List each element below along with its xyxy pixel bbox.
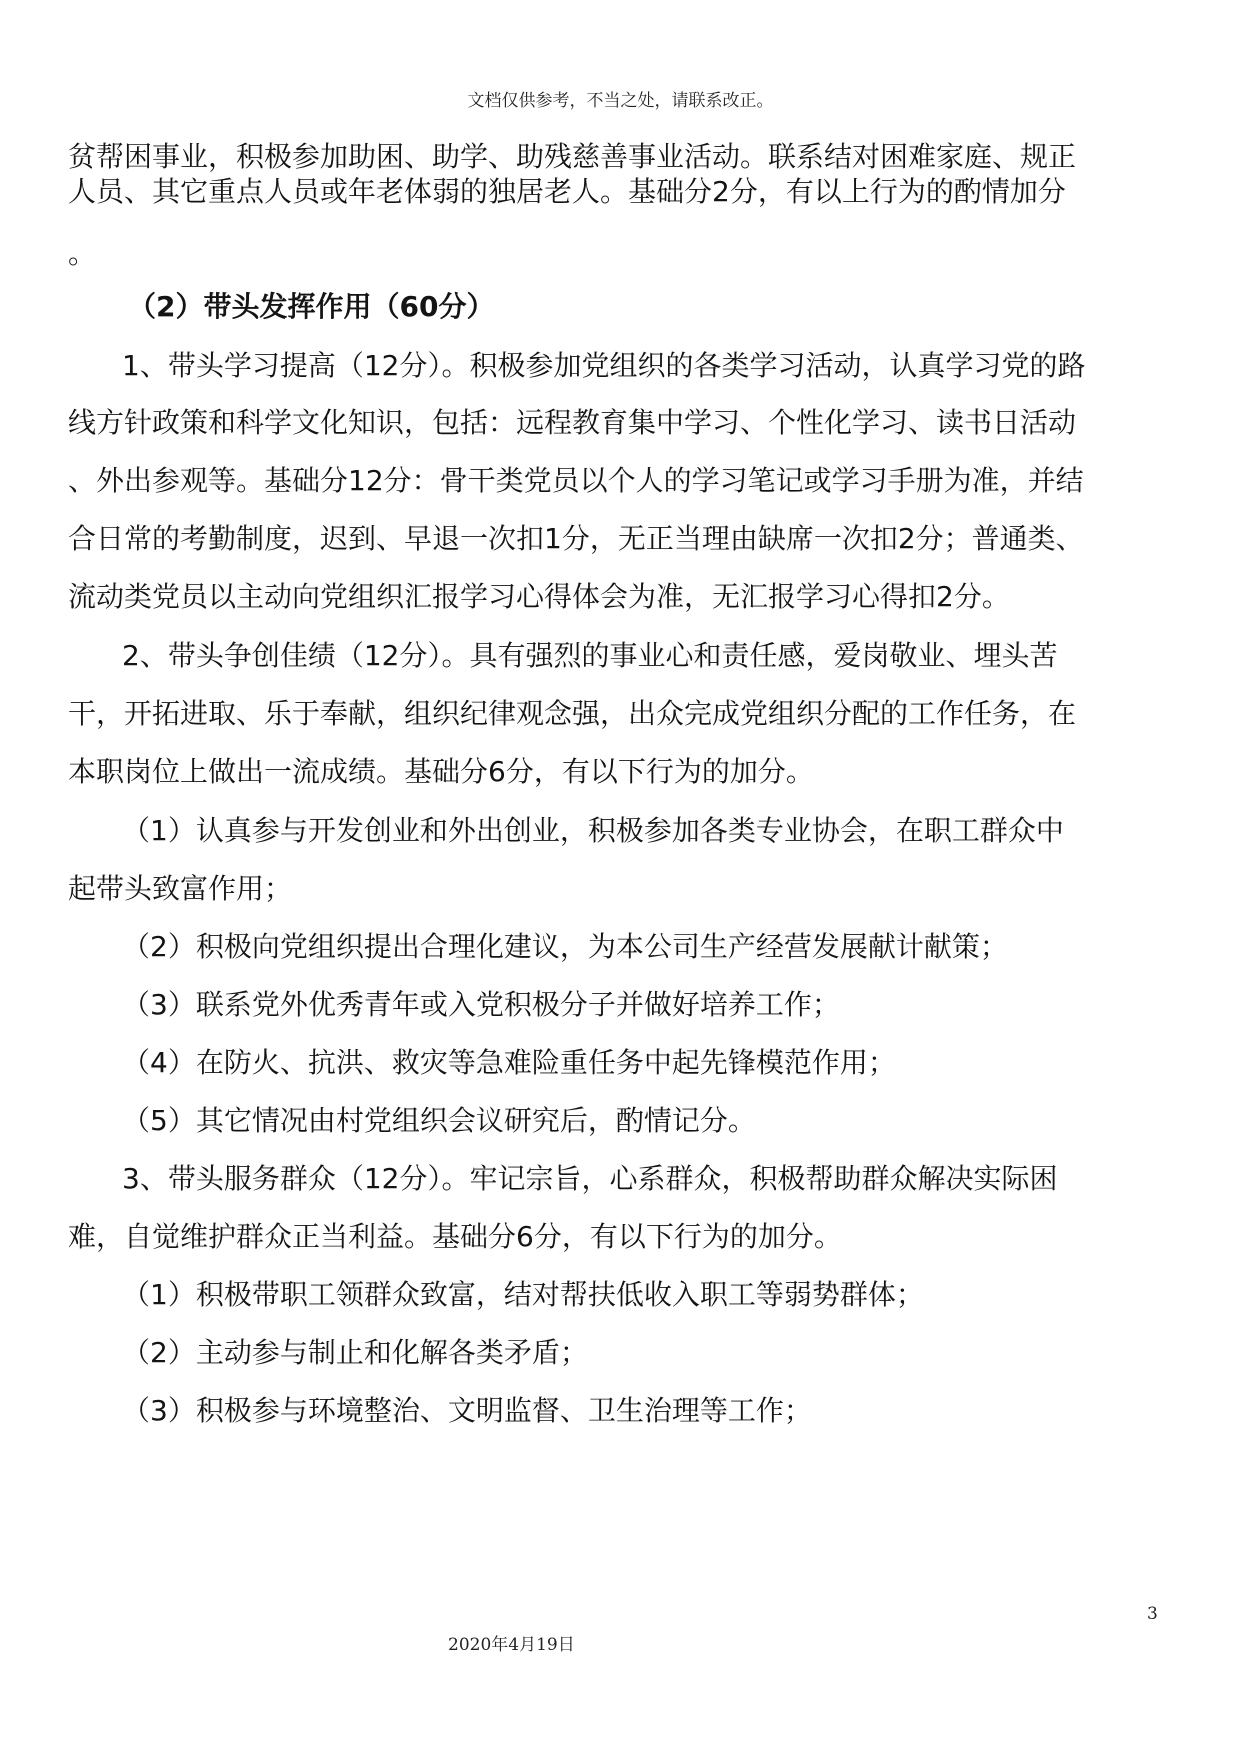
footer-date: 2020年4月19日 xyxy=(448,1635,575,1655)
text-line: （3）联系党外优秀青年或入党积极分子并做好培养工作； xyxy=(122,988,840,1021)
text-line: 人员、其它重点人员或年老体弱的独居老人。基础分2分，有以上行为的酌情加分 xyxy=(68,175,1066,208)
text-line: 线方针政策和科学文化知识，包括：远程教育集中学习、个性化学习、读书日活动 xyxy=(68,406,1077,439)
text-line: 本职岗位上做出一流成绩。基础分6分，有以下行为的加分。 xyxy=(68,755,814,788)
text-line: （5）其它情况由村党组织会议研究后，酌情记分。 xyxy=(122,1104,756,1137)
text-line: 难，自觉维护群众正当利益。基础分6分，有以下行为的加分。 xyxy=(68,1220,842,1253)
text-line: 2、带头争创佳绩（12分）。具有强烈的事业心和责任感，爱岗敬业、埋头苦 xyxy=(122,639,1058,672)
text-line: 流动类党员以主动向党组织汇报学习心得体会为准，无汇报学习心得扣2分。 xyxy=(68,580,1010,613)
text-line: （1）积极带职工领群众致富，结对帮扶低收入职工等弱势群体； xyxy=(122,1278,924,1311)
text-line: 起带头致富作用； xyxy=(68,872,293,905)
text-line: 、外出参观等。基础分12分：骨干类党员以个人的学习笔记或学习手册为准，并结 xyxy=(68,464,1084,497)
text-line: （1）认真参与开发创业和外出创业，积极参加各类专业协会，在职工群众中 xyxy=(122,814,1064,847)
text-line: （3）积极参与环境整治、文明监督、卫生治理等工作； xyxy=(122,1394,812,1427)
text-line: （4）在防火、抗洪、救灾等急难险重任务中起先锋模范作用； xyxy=(122,1046,896,1079)
text-line: （2）主动参与制止和化解各类矛盾； xyxy=(122,1336,588,1369)
text-line: 1、带头学习提高（12分）。积极参加党组织的各类学习活动，认真学习党的路 xyxy=(122,349,1086,382)
header-disclaimer: 文档仅供参考，不当之处，请联系改正。 xyxy=(467,91,774,111)
text-line: 贫帮困事业，积极参加助困、助学、助残慈善事业活动。联系结对困难家庭、规正 xyxy=(68,140,1077,173)
text-line: 。 xyxy=(68,237,97,270)
section-heading: （2）带头发挥作用（60分） xyxy=(128,290,495,323)
text-line: 合日常的考勤制度，迟到、早退一次扣1分，无正当理由缺席一次扣2分；普通类、 xyxy=(68,522,1084,555)
text-line: （2）积极向党组织提出合理化建议，为本公司生产经营发展献计献策； xyxy=(122,930,1008,963)
page-number: 3 xyxy=(1147,1604,1158,1624)
text-line: 干，开拓进取、乐于奉献，组织纪律观念强，出众完成党组织分配的工作任务，在 xyxy=(68,697,1077,730)
text-line: 3、带头服务群众（12分）。牢记宗旨，心系群众，积极帮助群众解决实际困 xyxy=(122,1162,1058,1195)
